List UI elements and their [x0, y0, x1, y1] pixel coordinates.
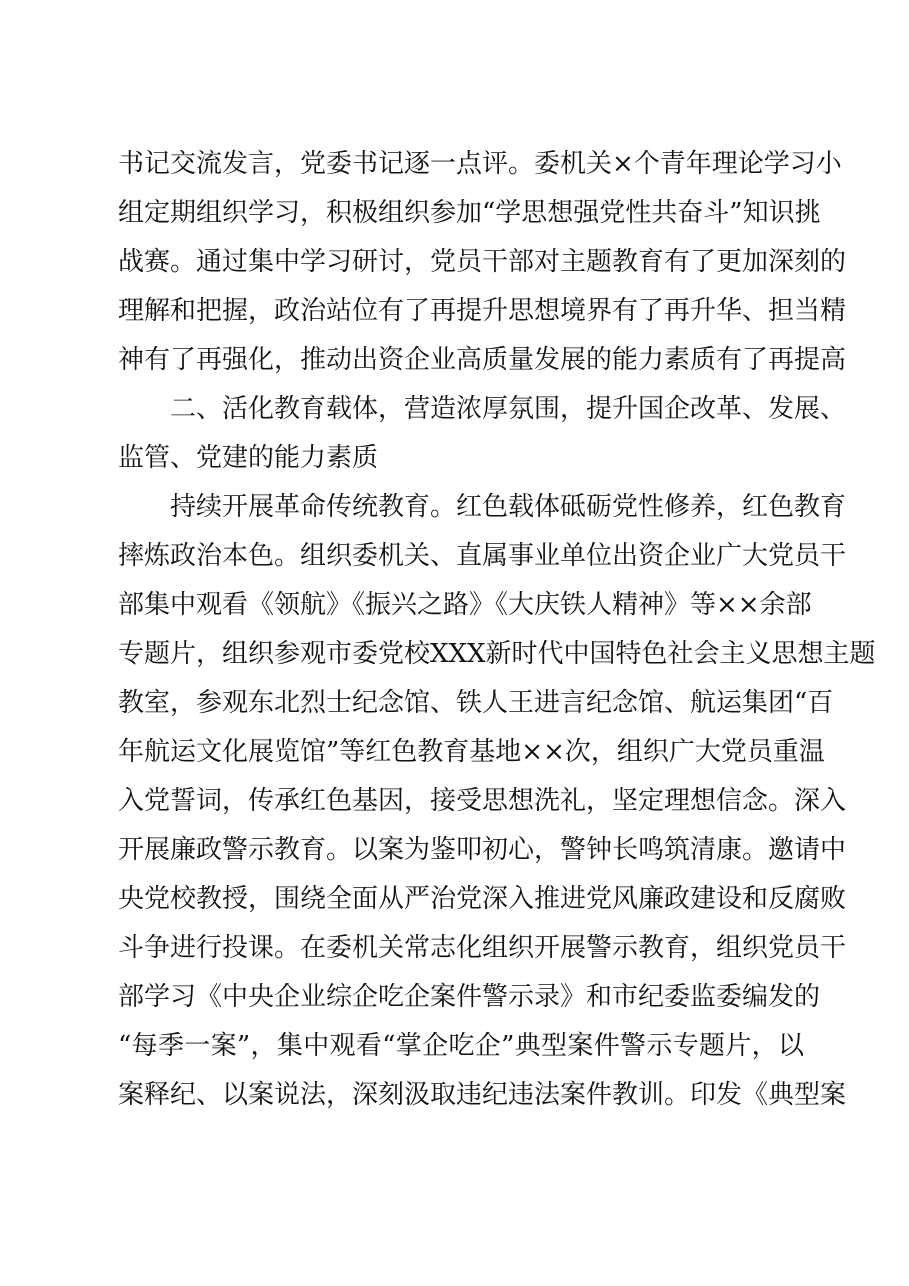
- text-line: 摔炼政治本色。组织委机关、直属事业单位出资企业广大党员干: [118, 541, 847, 571]
- section-heading-2: [118, 385, 847, 483]
- text-line: 斗争进行投课。在委机关常志化组织开展警示教育，组织党员干: [118, 933, 847, 963]
- text-line: 专题片，组织参观市委党校XXX新时代中国特色社会主义思想主题: [118, 639, 876, 669]
- heading-line: 监管、党建的能力素质: [118, 443, 379, 473]
- text-line: 书记交流发言，党委书记逐一点评。委机关×个青年理论学习小: [118, 149, 842, 179]
- text-line: 年航运文化展览馆”等红色教育基地××次，组织广大党员重温: [118, 737, 825, 767]
- text-line: 部学习《中央企业综企吃企案件警示录》和市纪委监委编发的: [118, 982, 821, 1012]
- text-line: 央党校教授，围绕全面从严治党深入推进党风廉政建设和反腐败: [118, 884, 847, 914]
- text-line: 开展廉政警示教育。以案为鉴叩初心，警钟长鸣筑清康。邀请中: [118, 835, 847, 865]
- paragraph-1: [118, 140, 847, 385]
- heading-line: 二、活化教育载体，营造浓厚氛围，提升国企改革、发展、: [170, 394, 847, 424]
- text-line: 理解和把握，政治站位有了再提升思想境界有了再升华、担当精: [118, 296, 847, 326]
- paragraph-3: [118, 483, 876, 1120]
- text-line: “每季一案”，集中观看“掌企吃企”典型案件警示专题片，以: [118, 1031, 804, 1061]
- text-line: 入党誓词，传承红色基因，接受思想洗礼，坚定理想信念。深入: [118, 786, 847, 816]
- text-line: 持续开展革命传统教育。红色载体砥砺党性修养，红色教育: [170, 492, 847, 522]
- document-body: [118, 140, 876, 1120]
- text-line: 组定期组织学习，积极组织参加“学思想强党性共奋斗”知识挑: [118, 198, 821, 228]
- text-line: 神有了再强化，推动出资企业高质量发展的能力素质有了再提高: [118, 345, 847, 375]
- text-line: 教室，参观东北烈士纪念馆、铁人王进言纪念馆、航运集团“百: [118, 688, 834, 718]
- text-line: 战赛。通过集中学习研讨，党员干部对主题教育有了更加深刻的: [118, 247, 847, 277]
- text-line: 部集中观看《领航》《振兴之路》《大庆铁人精神》等××余部: [118, 590, 812, 620]
- text-line: 案释纪、以案说法，深刻汲取违纪违法案件教训。印发《典型案: [118, 1080, 847, 1110]
